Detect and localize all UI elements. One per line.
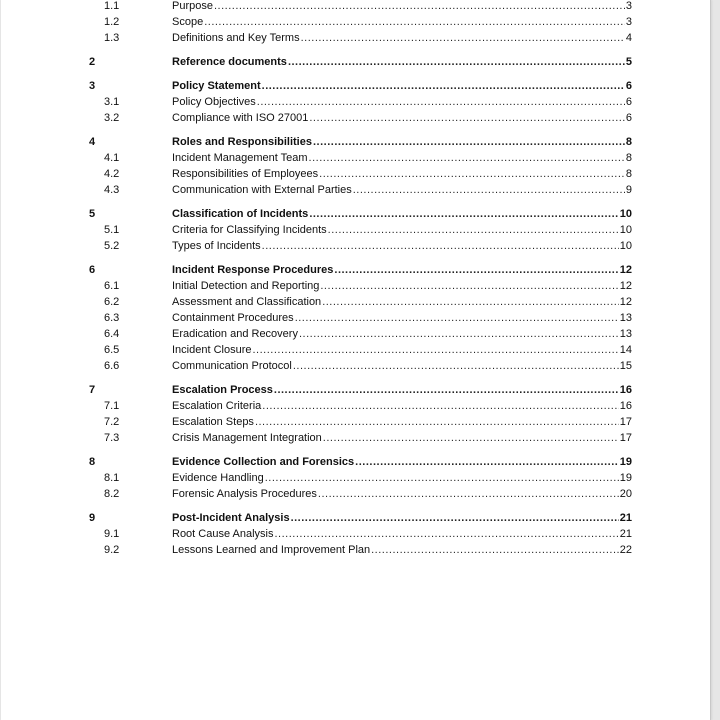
toc-heading-row[interactable]: [1, 206, 710, 222]
toc-entry[interactable]: [172, 342, 632, 358]
toc-entry-row[interactable]: [1, 150, 710, 166]
toc-entry-row[interactable]: [1, 342, 710, 358]
toc-entry[interactable]: [172, 470, 632, 486]
toc-entry-row[interactable]: [1, 430, 710, 446]
toc-section-number: 4.3: [104, 184, 120, 196]
toc-entry[interactable]: [172, 358, 632, 374]
toc-dot-leader: [355, 454, 619, 470]
toc-entry-row[interactable]: [1, 182, 710, 198]
toc-page-number: 8: [625, 168, 632, 180]
toc-section-number: 4: [89, 136, 96, 148]
toc-entry-title[interactable]: Responsibilities of Employees: [172, 168, 319, 180]
toc-entry-title[interactable]: Classification of Incidents: [172, 208, 309, 220]
toc-entry-row[interactable]: [1, 526, 710, 542]
toc-section-number: 9: [89, 512, 96, 524]
toc-section-number: 6.6: [104, 360, 120, 372]
toc-entry-title[interactable]: Forensic Analysis Procedures: [172, 488, 317, 500]
toc-entry[interactable]: [172, 382, 632, 398]
toc-page-number: 15: [619, 360, 632, 372]
toc-page-number: 14: [619, 344, 632, 356]
toc-entry[interactable]: [172, 182, 632, 198]
toc-page-number: 12: [619, 264, 632, 276]
toc-section-number: 5: [89, 208, 96, 220]
toc-section-number: 9.1: [104, 528, 120, 540]
toc-section-number: 8: [89, 456, 96, 468]
toc-dot-leader: [265, 470, 619, 486]
toc-page-number: 17: [619, 432, 632, 444]
toc-page-number: 10: [619, 224, 632, 236]
toc-entry[interactable]: [172, 294, 632, 310]
toc-section-number: 4.1: [104, 152, 120, 164]
toc-page-number: 22: [619, 544, 632, 556]
toc-entry-title[interactable]: Initial Detection and Reporting: [172, 280, 320, 292]
toc-entry[interactable]: [172, 54, 632, 70]
toc-section-number: 9.2: [104, 544, 120, 556]
toc-page-number: 6: [625, 112, 632, 124]
toc-heading-row[interactable]: [1, 454, 710, 470]
toc-page-number: 16: [619, 400, 632, 412]
toc-entry-title[interactable]: Scope: [172, 16, 204, 28]
toc-section-number: 6.4: [104, 328, 120, 340]
toc-dot-leader: [299, 326, 619, 342]
toc-entry-row[interactable]: [1, 486, 710, 502]
toc-entry-row[interactable]: [1, 470, 710, 486]
toc-dot-leader: [318, 486, 619, 502]
toc-entry-row[interactable]: [1, 278, 710, 294]
toc-entry-title[interactable]: Reference documents: [172, 56, 287, 68]
toc-entry[interactable]: [172, 166, 632, 182]
toc-section-number: 3.2: [104, 112, 120, 124]
toc-entry[interactable]: [172, 30, 632, 46]
toc-page-number: 16: [619, 384, 632, 396]
toc-entry[interactable]: [172, 430, 632, 446]
toc-page-number: 19: [619, 456, 632, 468]
toc-entry[interactable]: [172, 206, 632, 222]
toc-section-number: 1.1: [104, 0, 120, 12]
toc-entry-title[interactable]: Policy Statement: [172, 80, 261, 92]
toc-dot-leader: [371, 542, 619, 558]
toc-entry-row[interactable]: [1, 166, 710, 182]
toc-section-number: 6.1: [104, 280, 120, 292]
toc-entry[interactable]: [172, 542, 632, 558]
toc-entry[interactable]: [172, 486, 632, 502]
toc-entry-title[interactable]: Communication with External Parties: [172, 184, 352, 196]
toc-entry[interactable]: [172, 110, 632, 126]
toc-entry-row[interactable]: [1, 294, 710, 310]
toc-dot-leader: [334, 262, 618, 278]
toc-dot-leader: [204, 14, 625, 30]
toc-entry-title[interactable]: Incident Response Procedures: [172, 264, 334, 276]
toc-entry[interactable]: [172, 326, 632, 342]
toc-heading-row[interactable]: [1, 78, 710, 94]
toc-section-number: 1.2: [104, 16, 120, 28]
toc-entry-row[interactable]: [1, 238, 710, 254]
toc-page-number: 5: [625, 56, 632, 68]
toc-section-number: 4.2: [104, 168, 120, 180]
toc-entry[interactable]: [172, 78, 632, 94]
toc-entry-title[interactable]: Escalation Steps: [172, 416, 254, 428]
toc-section-number: 5.2: [104, 240, 120, 252]
toc-entry-title[interactable]: Definitions and Key Terms: [172, 32, 300, 44]
toc-entry-row[interactable]: [1, 414, 710, 430]
toc-entry-title[interactable]: Assessment and Classification: [172, 296, 322, 308]
toc-section-number: 5.1: [104, 224, 120, 236]
toc-page-number: 10: [619, 240, 632, 252]
toc-entry-row[interactable]: [1, 358, 710, 374]
toc-section-number: 3: [89, 80, 96, 92]
toc-section-number: 6.5: [104, 344, 120, 356]
toc-entry[interactable]: [172, 14, 632, 30]
toc-entry-title[interactable]: Post-Incident Analysis: [172, 512, 290, 524]
toc-page-number: 21: [619, 528, 632, 540]
toc-entry-title[interactable]: Evidence Collection and Forensics: [172, 456, 355, 468]
document-page: [1, 0, 711, 720]
toc-section-number: 6.3: [104, 312, 120, 324]
toc-entry-title[interactable]: Lessons Learned and Improvement Plan: [172, 544, 371, 556]
toc-entry-row[interactable]: [1, 326, 710, 342]
toc-page-number: 6: [625, 80, 632, 92]
toc-heading-row[interactable]: [1, 262, 710, 278]
toc-section-number: 1.3: [104, 32, 120, 44]
toc-entry[interactable]: [172, 454, 632, 470]
toc-page-number: 3: [625, 16, 632, 28]
toc-page-number: 17: [619, 416, 632, 428]
toc-entry-title[interactable]: Purpose: [172, 0, 213, 12]
toc-entry-title[interactable]: Criteria for Classifying Incidents: [172, 224, 327, 236]
toc-entry-row[interactable]: [1, 110, 710, 126]
toc-dot-leader: [255, 414, 619, 430]
toc-entry-row[interactable]: [1, 94, 710, 110]
toc-page-number: 21: [619, 512, 632, 524]
toc-entry-title[interactable]: Evidence Handling: [172, 472, 264, 484]
toc-section-number: 7.2: [104, 416, 120, 428]
toc-entry[interactable]: [172, 278, 632, 294]
toc-dot-leader: [309, 150, 625, 166]
toc-entry-title[interactable]: Types of Incidents: [172, 240, 261, 252]
toc-heading-row[interactable]: [1, 510, 710, 526]
toc-entry-title[interactable]: Containment Procedures: [172, 312, 294, 324]
toc-section-number: 8.1: [104, 472, 120, 484]
toc-section-number: 6.2: [104, 296, 120, 308]
toc-heading-row[interactable]: [1, 54, 710, 70]
toc-page-number: 12: [619, 296, 632, 308]
toc-entry-title[interactable]: Incident Management Team: [172, 152, 308, 164]
toc-section-number: 7.1: [104, 400, 120, 412]
toc-entry[interactable]: [172, 398, 632, 414]
toc-entry-title[interactable]: Roles and Responsibilities: [172, 136, 312, 148]
toc-page-number: 8: [625, 152, 632, 164]
toc-dot-leader: [353, 182, 625, 198]
toc-dot-leader: [214, 0, 625, 14]
toc-section-number: 6: [89, 264, 96, 276]
toc-dot-leader: [295, 310, 619, 326]
toc-entry[interactable]: [172, 414, 632, 430]
toc-section-number: 2: [89, 56, 96, 68]
toc-heading-row[interactable]: [1, 134, 710, 150]
toc-entry[interactable]: [172, 526, 632, 542]
toc-page-number: 12: [619, 280, 632, 292]
toc-page-number: 9: [625, 184, 632, 196]
toc-page-number: 13: [619, 312, 632, 324]
toc-dot-leader: [257, 94, 625, 110]
toc-dot-leader: [309, 206, 618, 222]
toc-entry[interactable]: [172, 262, 632, 278]
toc-entry-row[interactable]: [1, 310, 710, 326]
toc-dot-leader: [262, 78, 625, 94]
toc-page-number: 19: [619, 472, 632, 484]
toc-dot-leader: [288, 54, 625, 70]
toc-page-number: 6: [625, 96, 632, 108]
toc-entry-title[interactable]: Communication Protocol: [172, 360, 292, 372]
toc-page-number: 10: [619, 208, 632, 220]
toc-dot-leader: [274, 382, 619, 398]
toc-page-number: 3: [625, 0, 632, 12]
toc-entry-title[interactable]: Escalation Process: [172, 384, 273, 396]
toc-entry-title[interactable]: Incident Closure: [172, 344, 252, 356]
toc-dot-leader: [319, 166, 625, 182]
toc-entry-row[interactable]: [1, 398, 710, 414]
toc-dot-leader: [291, 510, 619, 526]
toc-dot-leader: [275, 526, 619, 542]
toc-entry-row[interactable]: [1, 0, 710, 14]
toc-entry-title[interactable]: Crisis Management Integration: [172, 432, 322, 444]
toc-entry[interactable]: [172, 0, 632, 14]
toc-section-number: 7: [89, 384, 96, 396]
toc-entry[interactable]: [172, 510, 632, 526]
toc-entry-title[interactable]: Escalation Criteria: [172, 400, 262, 412]
toc-dot-leader: [328, 222, 619, 238]
toc-entry-title[interactable]: Policy Objectives: [172, 96, 256, 108]
toc-entry[interactable]: [172, 222, 632, 238]
toc-entry-row[interactable]: [1, 30, 710, 46]
toc-entry-row[interactable]: [1, 222, 710, 238]
toc-dot-leader: [253, 342, 619, 358]
toc-section-number: 7.3: [104, 432, 120, 444]
toc-dot-leader: [323, 430, 619, 446]
toc-section-number: 3.1: [104, 96, 120, 108]
toc-entry[interactable]: [172, 94, 632, 110]
toc-page-number: 8: [625, 136, 632, 148]
toc-dot-leader: [309, 110, 625, 126]
toc-dot-leader: [262, 398, 618, 414]
toc-page-number: 13: [619, 328, 632, 340]
table-of-contents: [1, 0, 710, 558]
toc-entry-row[interactable]: [1, 14, 710, 30]
toc-entry-title[interactable]: Root Cause Analysis: [172, 528, 274, 540]
toc-dot-leader: [301, 30, 625, 46]
toc-entry[interactable]: [172, 238, 632, 254]
toc-section-number: 8.2: [104, 488, 120, 500]
toc-dot-leader: [322, 294, 619, 310]
toc-entry-row[interactable]: [1, 542, 710, 558]
toc-dot-leader: [293, 358, 619, 374]
toc-dot-leader: [262, 238, 619, 254]
toc-heading-row[interactable]: [1, 382, 710, 398]
toc-entry[interactable]: [172, 134, 632, 150]
toc-dot-leader: [320, 278, 618, 294]
toc-page-number: 4: [625, 32, 632, 44]
toc-entry[interactable]: [172, 310, 632, 326]
toc-dot-leader: [313, 134, 625, 150]
toc-page-number: 20: [619, 488, 632, 500]
toc-entry-title[interactable]: Compliance with ISO 27001: [172, 112, 309, 124]
toc-entry-title[interactable]: Eradication and Recovery: [172, 328, 298, 340]
toc-entry[interactable]: [172, 150, 632, 166]
